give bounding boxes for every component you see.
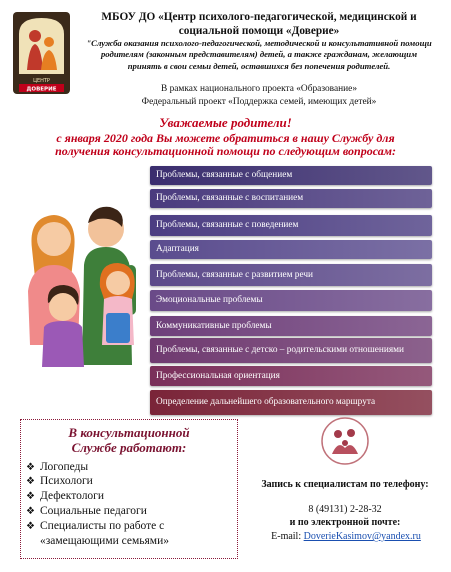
topic-speech: Проблемы, связанные с развитием речи — [150, 264, 432, 286]
specialists-title: В консультационной — [68, 425, 190, 440]
organization-title: МБОУ ДО «Центр психолого-педагогической, медицинской и социальной помощи «Доверие» — [101, 11, 417, 37]
topic-upbringing: Проблемы, связанные с воспитанием — [150, 189, 432, 208]
family-illustration — [14, 195, 146, 375]
specialist-item: ❖ Дефектологи — [26, 490, 105, 502]
topic-emotional: Эмоциональные проблемы — [150, 290, 432, 311]
diamond-bullet-icon: ❖ — [26, 462, 35, 473]
specialist-item: ❖ Социальные педагоги — [26, 505, 147, 517]
family-emblem-icon — [320, 416, 370, 466]
topic-communication: Проблемы, связанные с общением — [150, 166, 432, 185]
contact-email-line: E-mail: DoverieKasimov@yandex.ru — [271, 531, 421, 542]
organization-subtitle: "Служба оказания психолого-педагогической, методической и консультативной помощи родителям (законным представителям) детей, а также гражданам, желающим принять в свои семьи детей, оставшихся без попечения родителей. — [86, 38, 432, 71]
topic-educational-route: Определение дальнейшего образовательного маршрута — [150, 390, 432, 415]
topic-parent-child: Проблемы, связанные с детско – родительскими отношениями — [150, 338, 432, 363]
topic-adaptation: Адаптация — [150, 240, 432, 259]
center-doverie-logo — [13, 12, 70, 94]
contact-phone-number: 8 (49131) 2-28-32 — [308, 504, 382, 515]
specialists-title: Службе работают: — [71, 440, 187, 455]
email-link[interactable]: DoverieKasimov@yandex.ru — [303, 531, 421, 542]
diamond-bullet-icon: ❖ — [26, 521, 35, 532]
topic-behavior: Проблемы, связанные с поведением — [150, 215, 432, 236]
federal-project: Федеральный проект «Поддержка семей, имеющих детей» — [141, 97, 377, 107]
diamond-bullet-icon: ❖ — [26, 491, 35, 502]
logo-caption-top: ЦЕНТР — [33, 78, 50, 84]
diamond-bullet-icon: ❖ — [26, 506, 35, 517]
logo-caption-bottom: ДОВЕРИЕ — [26, 86, 57, 93]
national-project: В рамках национального проекта «Образование» — [160, 84, 358, 94]
specialist-item-continued: «замещающими семьями» — [40, 535, 169, 547]
greeting-line: с января 2020 года Вы можете обратиться в нашу Службу для — [56, 131, 395, 145]
diamond-bullet-icon: ❖ — [26, 476, 35, 487]
topic-career-guidance: Профессиональная ориентация — [150, 366, 432, 386]
contact-email-label: и по электронной почте: — [289, 517, 401, 528]
specialist-item: ❖ Логопеды — [26, 461, 89, 473]
topic-communicative: Коммуникативные проблемы — [150, 316, 432, 336]
specialist-item: ❖ Психологи — [26, 475, 93, 487]
specialist-item: ❖ Специалисты по работе с — [26, 520, 165, 532]
contact-phone-label: Запись к специалистам по телефону: — [261, 479, 429, 490]
greeting-line: получения консультационной помощи по следующим вопросам: — [55, 144, 396, 158]
greeting-heading: Уважаемые родители! — [159, 115, 292, 130]
